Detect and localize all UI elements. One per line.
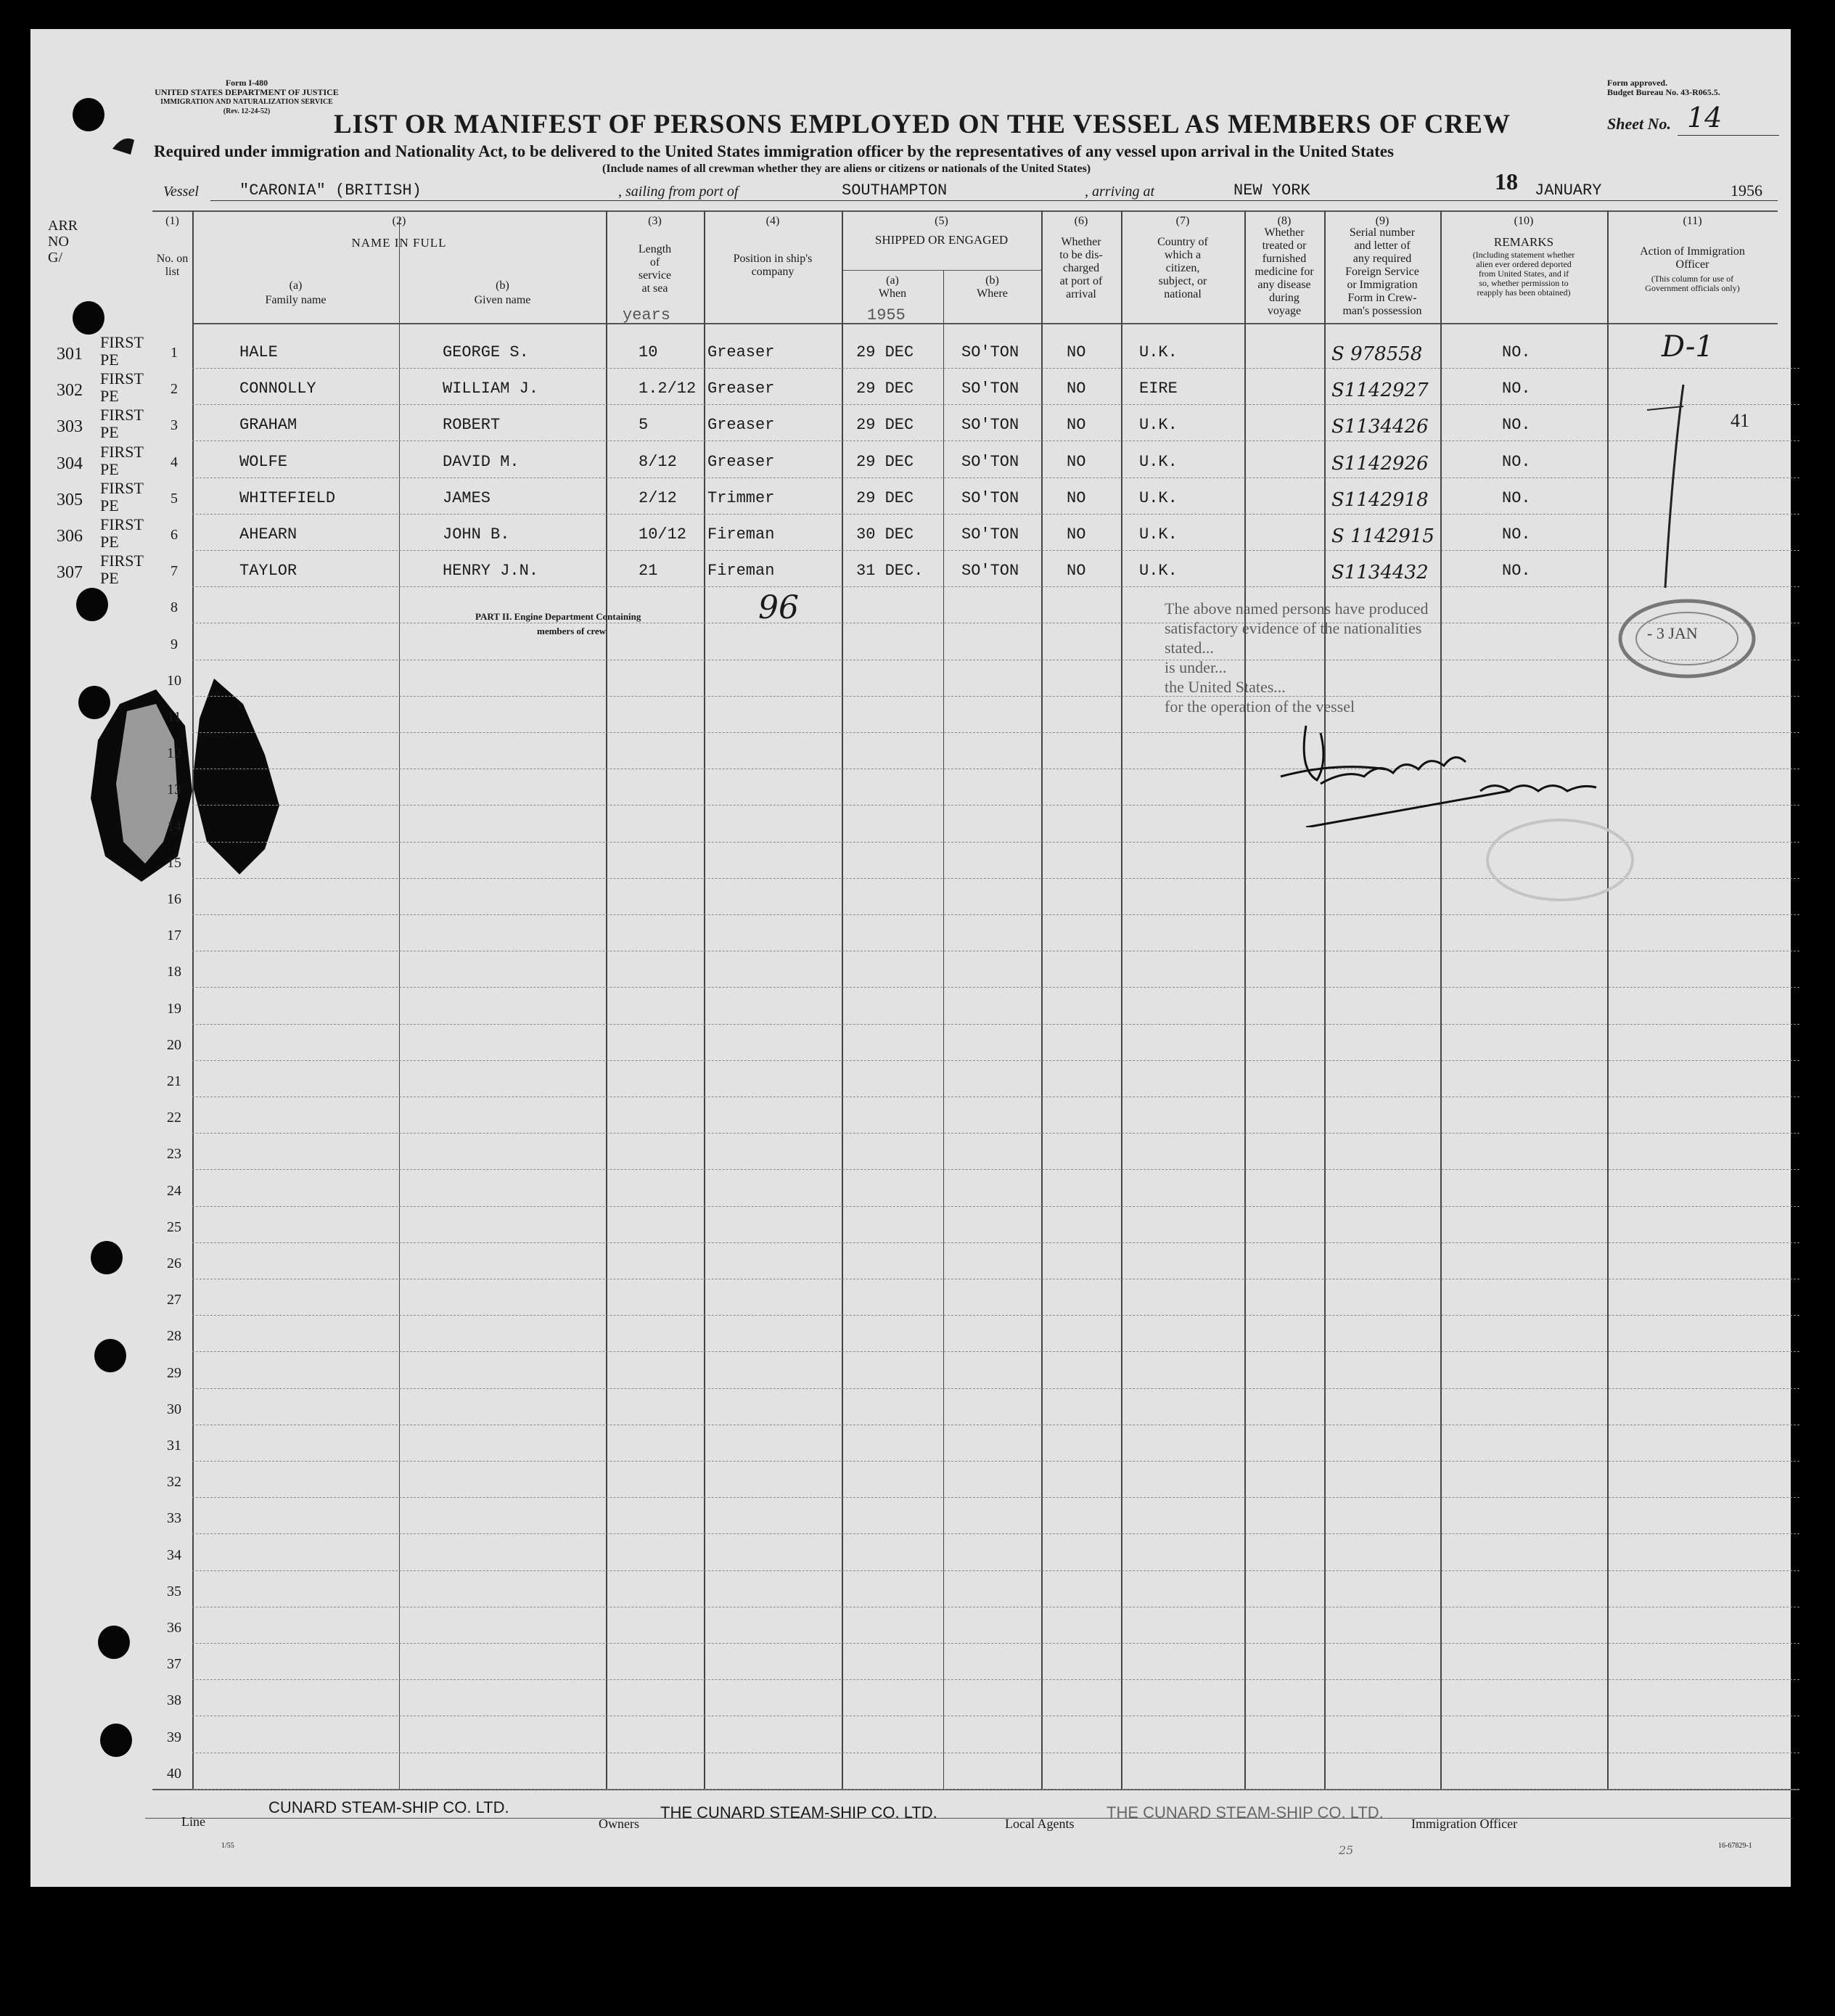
row-number: 32 (167, 1474, 181, 1491)
row-number: 19 (167, 1000, 181, 1017)
row-rule (192, 1789, 1799, 1790)
crew-given-name: JAMES (443, 488, 491, 507)
requirement-note: (Include names of all crewman whether they are aliens or citizens or nationals of the United States) (602, 163, 1091, 175)
sheet-label: Sheet No. (1607, 115, 1671, 133)
column-number: (3) (648, 215, 662, 227)
row-rule (192, 914, 1799, 916)
column-number: (6) (1074, 215, 1088, 227)
crew-country: U.K. (1139, 452, 1178, 471)
margin-tag: PE (100, 423, 119, 442)
crew-service-length: 10/12 (639, 525, 687, 544)
local-agents-company: THE CUNARD STEAM-SHIP CO. LTD. (1107, 1803, 1384, 1822)
column-number: (8) (1277, 215, 1292, 227)
crew-given-name: HENRY J.N. (443, 562, 539, 581)
form-number: Form I-480 (225, 78, 268, 88)
owners-company: THE CUNARD STEAM-SHIP CO. LTD. (660, 1803, 937, 1822)
header-medical-treatment: Whether treated or furnished medicine for any disease during voyage (1255, 226, 1314, 317)
margin-tag: FIRST (100, 442, 144, 461)
row-number: 39 (167, 1729, 181, 1745)
row-number: 7 (171, 563, 178, 580)
row-rule (192, 987, 1799, 988)
certification-line: is under... (1165, 658, 1227, 676)
crew-discharged: NO (1067, 452, 1086, 471)
shipped-year: 1955 (867, 306, 906, 324)
budget-bureau-number: Budget Bureau No. 43-R065.5. (1607, 87, 1720, 97)
row-number: 22 (167, 1110, 181, 1126)
line-company: CUNARD STEAM-SHIP CO. LTD. (268, 1798, 509, 1816)
crew-shipped-when: 29 DEC (856, 380, 914, 398)
crew-serial-number: S1134426 (1331, 416, 1429, 438)
row-rule (192, 1461, 1799, 1462)
crew-discharged: NO (1067, 380, 1086, 398)
damage-mark (76, 672, 316, 893)
row-number: 21 (167, 1073, 181, 1089)
margin-tag: PE (100, 459, 119, 478)
row-rule (192, 478, 1799, 479)
crew-discharged: NO (1067, 488, 1086, 507)
crew-shipped-where: SO'TON (961, 488, 1019, 507)
row-number: 28 (167, 1328, 181, 1345)
margin-list-number: 306 (57, 527, 83, 546)
margin-note: NO (48, 234, 69, 250)
row-rule (192, 1097, 1799, 1098)
crew-remarks: NO. (1502, 452, 1531, 471)
punch-hole (100, 1724, 132, 1757)
crew-remarks: NO. (1502, 562, 1531, 581)
row-rule (192, 1716, 1799, 1717)
margin-tag: FIRST (100, 552, 144, 570)
margin-tag: FIRST (100, 515, 144, 533)
header-country: Country of which a citizen, subject, or national (1157, 236, 1208, 300)
header-family-name: Family name (265, 294, 327, 306)
margin-list-number: 307 (57, 563, 83, 583)
sailing-from-port: SOUTHAMPTON (842, 181, 948, 200)
punch-hole (98, 1626, 130, 1659)
margin-list-number: 303 (57, 417, 83, 437)
row-rule (192, 514, 1799, 515)
crew-remarks: NO. (1502, 416, 1531, 435)
crew-given-name: JOHN B. (443, 525, 510, 544)
row-rule (192, 1753, 1799, 1754)
row-number: 38 (167, 1692, 181, 1709)
column-number: (4) (765, 215, 780, 227)
margin-count: 41 (1731, 410, 1749, 431)
part-ii-count: 96 (758, 589, 799, 626)
certification-line: The above named persons have produced (1165, 599, 1429, 618)
punch-hole (94, 1339, 126, 1372)
column-number: (1) (165, 215, 179, 227)
row-rule (192, 1133, 1799, 1134)
header-immigration-action: Action of Immigration Officer (1640, 245, 1745, 271)
header-immigration-note: (This column for use of Government officials only) (1645, 274, 1740, 293)
row-number: 17 (167, 927, 181, 944)
header-discharged: Whether to be dis- charged at port of arrival (1059, 236, 1103, 300)
part-ii-label: PART II. Engine Department Containing (475, 611, 641, 622)
row-rule (192, 1060, 1799, 1062)
crew-family-name: CONNOLLY (239, 380, 316, 398)
row-rule (192, 1024, 1799, 1025)
row-rule (192, 1351, 1799, 1353)
column-number: (9) (1375, 215, 1389, 227)
row-number: 3 (171, 417, 178, 434)
crew-country: U.K. (1139, 343, 1178, 361)
certification-line: for the operation of the vessel (1165, 697, 1355, 716)
sailing-from-label: , sailing from port of (618, 184, 739, 200)
certification-line: the United States... (1165, 678, 1286, 696)
header-given-name-letter: (b) (496, 279, 509, 292)
row-rule (192, 1497, 1799, 1499)
margin-tag: FIRST (100, 333, 144, 351)
margin-note: G/ (48, 250, 62, 266)
row-number: 16 (167, 891, 181, 907)
row-rule (192, 1570, 1799, 1572)
row-rule (192, 1279, 1799, 1280)
punch-hole (73, 301, 104, 335)
page-title: LIST OR MANIFEST OF PERSONS EMPLOYED ON THE VESSEL AS MEMBERS OF CREW (334, 110, 1511, 139)
crew-shipped-where: SO'TON (961, 525, 1019, 544)
row-number: 37 (167, 1656, 181, 1673)
crew-shipped-where: SO'TON (961, 343, 1019, 361)
crew-country: U.K. (1139, 562, 1178, 581)
crew-service-length: 1.2/12 (639, 380, 697, 398)
row-rule (192, 1242, 1799, 1244)
crew-family-name: GRAHAM (239, 416, 297, 435)
crew-shipped-where: SO'TON (961, 416, 1019, 435)
arrival-day: 18 (1495, 168, 1518, 194)
crew-serial-number: S 1142915 (1331, 525, 1434, 547)
row-number: 8 (171, 599, 178, 616)
arrival-year: 1956 (1731, 181, 1762, 200)
header-remarks: REMARKS (1493, 235, 1554, 249)
bracket-mark (1640, 377, 1698, 595)
row-rule (192, 1425, 1799, 1426)
crew-family-name: HALE (239, 343, 278, 361)
row-number: 40 (167, 1765, 181, 1782)
header-family-name-letter: (a) (289, 279, 303, 292)
row-number: 9 (171, 636, 178, 652)
header-remarks-note: (Including statement whether alien ever ordered deported from United States, and if so, whether permission to reapply has been obtained) (1472, 250, 1575, 298)
row-rule (192, 1206, 1799, 1208)
crew-country: EIRE (1139, 380, 1178, 398)
crew-remarks: NO. (1502, 343, 1531, 361)
row-rule (192, 623, 1799, 624)
margin-list-number: 301 (57, 345, 83, 364)
row-rule (192, 951, 1799, 952)
crew-given-name: ROBERT (443, 416, 501, 435)
crew-shipped-when: 29 DEC (856, 452, 914, 471)
form-approved: Form approved. (1607, 78, 1668, 88)
row-number: 5 (171, 490, 178, 507)
margin-tag: FIRST (100, 369, 144, 388)
immigration-action-mark: D-1 (1662, 330, 1714, 364)
row-number: 24 (167, 1182, 181, 1199)
crew-country: U.K. (1139, 525, 1178, 544)
punch-hole (73, 98, 104, 131)
crew-shipped-where: SO'TON (961, 380, 1019, 398)
crew-shipped-where: SO'TON (961, 452, 1019, 471)
crew-serial-number: S 978558 (1331, 343, 1423, 365)
row-rule (192, 404, 1799, 406)
column-number: (2) (392, 215, 406, 227)
row-number: 2 (171, 381, 178, 398)
crew-family-name: TAYLOR (239, 562, 297, 581)
margin-list-number: 304 (57, 454, 83, 473)
crew-country: U.K. (1139, 416, 1178, 435)
row-number: 1 (171, 345, 178, 361)
row-number: 20 (167, 1036, 181, 1053)
row-number: 27 (167, 1292, 181, 1308)
margin-tag: FIRST (100, 406, 144, 425)
row-rule (192, 1643, 1799, 1644)
crew-discharged: NO (1067, 562, 1086, 581)
margin-list-number: 302 (57, 381, 83, 401)
header-when: (a) When (878, 274, 907, 300)
service-name: IMMIGRATION AND NATURALIZATION SERVICE (160, 98, 333, 106)
arriving-port: NEW YORK (1233, 181, 1310, 200)
margin-ink-mark (109, 134, 138, 156)
crew-shipped-when: 29 DEC (856, 343, 914, 361)
page-ref: 25 (1339, 1843, 1354, 1857)
crew-serial-number: S1142926 (1331, 452, 1429, 475)
header-given-name: Given name (474, 294, 531, 306)
margin-tag: PE (100, 569, 119, 588)
column-number: (7) (1175, 215, 1190, 227)
row-number: 23 (167, 1146, 181, 1163)
crew-position: Greaser (707, 416, 775, 435)
crew-given-name: DAVID M. (443, 452, 520, 471)
crew-discharged: NO (1067, 343, 1086, 361)
row-number: 4 (171, 454, 178, 470)
margin-tag: FIRST (100, 478, 144, 497)
local-agents-label: Local Agents (1005, 1816, 1075, 1831)
crew-family-name: WOLFE (239, 452, 288, 471)
row-rule (192, 1169, 1799, 1171)
crew-service-length: 21 (639, 562, 658, 581)
row-rule (192, 368, 1799, 369)
row-number: 12 (167, 745, 181, 762)
crew-family-name: AHEARN (239, 525, 297, 544)
row-rule (192, 696, 1799, 697)
header-position: Position in ship's company (733, 253, 813, 278)
punch-hole (91, 1241, 123, 1274)
header-shipped-or-engaged: SHIPPED OR ENGAGED (874, 233, 1009, 247)
officer-signature (1277, 718, 1625, 827)
column-number: (10) (1514, 215, 1534, 227)
row-number: 11 (167, 709, 181, 725)
crew-shipped-when: 29 DEC (856, 416, 914, 435)
row-number: 13 (167, 782, 181, 798)
crew-position: Fireman (707, 562, 775, 581)
header-no-on-list: No. on list (156, 253, 189, 278)
manifest-sheet (30, 29, 1791, 1887)
vessel-label: Vessel (163, 184, 199, 200)
punch-hole (76, 588, 108, 621)
crew-shipped-where: SO'TON (961, 562, 1019, 581)
row-number: 30 (167, 1401, 181, 1417)
crew-position: Trimmer (707, 488, 775, 507)
row-rule (192, 1679, 1799, 1681)
crew-service-length: 5 (639, 416, 649, 435)
gpo-code: 16-67829-1 (1718, 1842, 1752, 1850)
row-rule (192, 550, 1799, 552)
row-number: 10 (167, 672, 181, 689)
row-number: 15 (167, 854, 181, 871)
immigration-officer-label: Immigration Officer (1411, 1816, 1518, 1831)
crew-position: Greaser (707, 343, 775, 361)
margin-list-number: 305 (57, 490, 83, 509)
crew-position: Fireman (707, 525, 775, 544)
row-number: 18 (167, 964, 181, 980)
crew-remarks: NO. (1502, 380, 1531, 398)
certification-line: stated... (1165, 639, 1214, 657)
header-length-of-service: Length of service at sea (638, 243, 672, 295)
certification-line: satisfactory evidence of the nationalities (1165, 619, 1422, 637)
form-revision: (Rev. 12-24-52) (223, 107, 271, 115)
arrival-month: JANUARY (1535, 181, 1602, 200)
margin-tag: PE (100, 351, 119, 369)
row-rule (192, 1388, 1799, 1390)
header-where: (b) Where (977, 274, 1008, 300)
crew-remarks: NO. (1502, 488, 1531, 507)
row-number: 34 (167, 1546, 181, 1563)
row-number: 31 (167, 1438, 181, 1454)
department-name: UNITED STATES DEPARTMENT OF JUSTICE (155, 87, 339, 97)
column-number: (5) (935, 215, 948, 227)
crew-shipped-when: 29 DEC (856, 488, 914, 507)
crew-serial-number: S1142918 (1331, 488, 1429, 511)
row-rule (192, 1533, 1799, 1535)
row-number: 26 (167, 1255, 181, 1271)
requirement-statement: Required under immigration and Nationality Act, to be delivered to the United States immigration officer by the representatives of any vessel upon arrival in the United States (154, 142, 1394, 160)
crew-serial-number: S1134432 (1331, 562, 1429, 584)
header-name-in-full: NAME IN FULL (351, 236, 447, 250)
print-code: 1/55 (221, 1842, 234, 1850)
crew-country: U.K. (1139, 488, 1178, 507)
crew-given-name: GEORGE S. (443, 343, 529, 361)
crew-serial-number: S1142927 (1331, 380, 1429, 402)
owners-label: Owners (599, 1816, 639, 1831)
row-number: 36 (167, 1620, 181, 1636)
sheet-number: 14 (1687, 102, 1723, 134)
crew-position: Greaser (707, 452, 775, 471)
crew-shipped-when: 31 DEC. (856, 562, 924, 581)
part-ii-sub: members of crew (537, 626, 607, 636)
service-units: years (623, 306, 671, 324)
column-number: (11) (1683, 215, 1702, 227)
margin-tag: PE (100, 496, 119, 515)
row-number: 35 (167, 1583, 181, 1599)
margin-tag: PE (100, 387, 119, 406)
crew-service-length: 8/12 (639, 452, 677, 471)
crew-discharged: NO (1067, 416, 1086, 435)
row-number: 25 (167, 1218, 181, 1235)
row-number: 14 (167, 818, 181, 835)
crew-service-length: 2/12 (639, 488, 677, 507)
header-serial-number: Serial number and letter of any required Foreign Service or Immigration Form in Crew- man's possession (1342, 226, 1422, 317)
stamp-date: - 3 JAN (1647, 624, 1698, 642)
crew-position: Greaser (707, 380, 775, 398)
row-number: 29 (167, 1364, 181, 1381)
row-rule (192, 1315, 1799, 1316)
row-rule (192, 441, 1799, 442)
arriving-at-label: , arriving at (1085, 184, 1155, 200)
vessel-name: "CARONIA" (BRITISH) (239, 181, 422, 200)
crew-given-name: WILLIAM J. (443, 380, 539, 398)
row-rule (192, 1607, 1799, 1608)
row-number: 33 (167, 1510, 181, 1527)
row-number: 6 (171, 527, 178, 543)
line-label: Line (181, 1814, 205, 1829)
crew-discharged: NO (1067, 525, 1086, 544)
margin-note: ARR (48, 218, 78, 234)
crew-shipped-when: 30 DEC (856, 525, 914, 544)
crew-family-name: WHITEFIELD (239, 488, 336, 507)
crew-remarks: NO. (1502, 525, 1531, 544)
crew-service-length: 10 (639, 343, 658, 361)
row-rule (192, 586, 1799, 588)
row-rule (192, 660, 1799, 661)
margin-tag: PE (100, 533, 119, 551)
